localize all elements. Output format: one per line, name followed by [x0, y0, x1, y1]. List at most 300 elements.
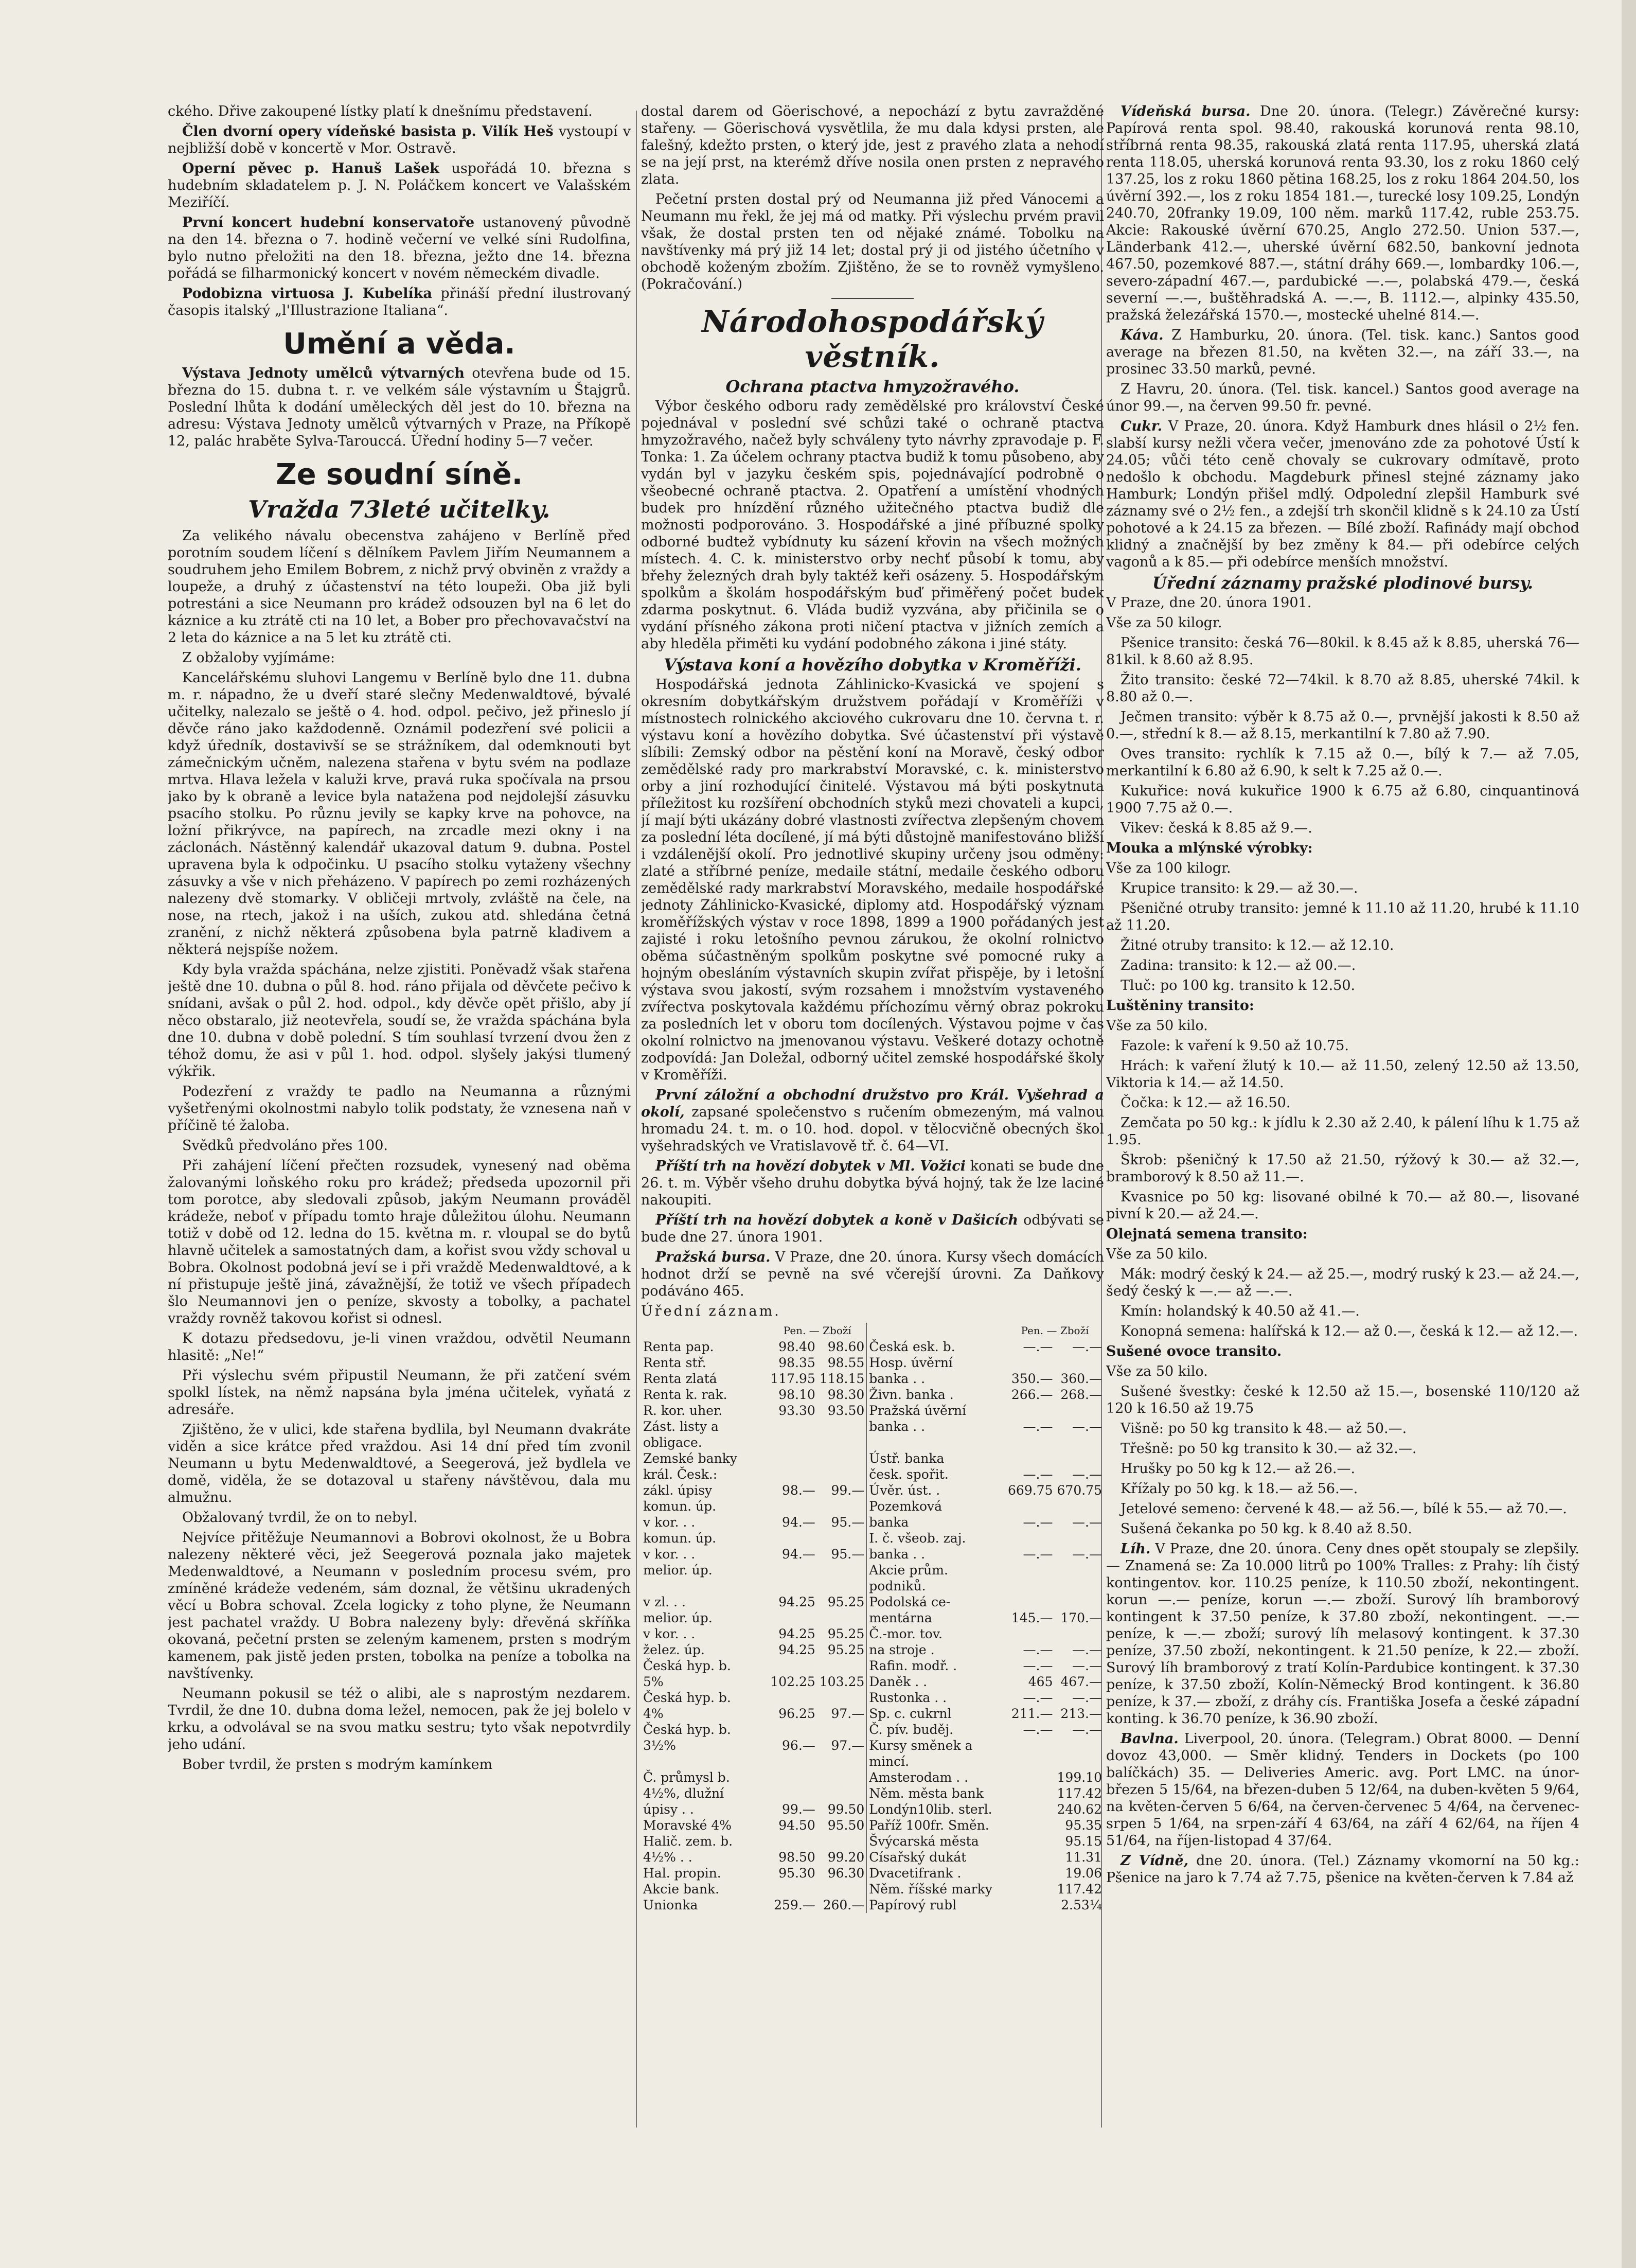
cell-ask: —.— — [1072, 1419, 1102, 1434]
paragraph: Zjištěno, že v ulici, kde stařena bydlila, byl Neumann dvakráte viděn a sice krátce před vraždou. Asi 14 dní před tím zvonil Neumann u bytu Medenwaldtové, a Seegerová, jež bydlela ve domě, viděla, že se dotazoval u stařeny návštěvou, dala mu almužnu. — [168, 1422, 631, 1505]
paragraph: Zadina: transito: k 12.— až 00.—. — [1121, 958, 1356, 973]
cell-name: Rafin. modř. . — [869, 1658, 957, 1673]
item-lead: Příští trh na hovězí dobytek a koně v Dašicích — [655, 1212, 1019, 1228]
paragraph: Jetelové semeno: červené k 48.— až 56.—, bílé k 55.— až 70.—. — [1121, 1501, 1567, 1517]
cell-bid: 117.95 — [770, 1371, 815, 1386]
paragraph: Bober tvrdil, že prsten s modrým kamínkem — [182, 1757, 493, 1773]
cell-name: Zemské banky — [643, 1451, 737, 1466]
cell-bid — [1006, 1849, 1055, 1865]
cell-name: Akcie bank. — [643, 1882, 720, 1897]
table-row — [641, 1722, 1104, 1738]
cell-bid: 94.— — [782, 1515, 815, 1530]
cell-bid — [768, 1450, 817, 1466]
cell-ask: —.— — [1072, 1547, 1102, 1562]
table-row — [641, 1674, 1104, 1690]
paragraph — [1106, 418, 1579, 571]
cell-name: banka — [869, 1515, 909, 1530]
cell-name: Rustonka . . — [869, 1690, 947, 1705]
cell-name: Unionka — [643, 1898, 698, 1912]
cell-bid: 96.— — [782, 1738, 815, 1753]
paragraph: Krupice transito: k 29.— až 30.—. — [1121, 880, 1358, 896]
item-lead: Výstava Jednoty umělců výtvarných — [182, 365, 465, 381]
cell-bid — [1006, 1881, 1055, 1897]
item-lead: První koncert hudební konservatoře — [182, 215, 475, 231]
paragraph — [641, 1087, 1104, 1155]
item-text: konati se bude dne 26. t. m. Výběr všeho druhu dobytka bývá hojný, tak že lze laciné nakoupiti. — [641, 1158, 1104, 1208]
paragraph: Kancelářskému sluhovi Langemu v Berlíně bylo dne 11. dubna m. r. nápadno, že u dveří staré slečny Medenwaldtové, bývalé učitelky, nalezalo se ještě o 4. hod. odpol. pečivo, jež přineslo jí děvče ráno jako každodenně. Oznámil podezření své policii a když úředník, dostavivší se se strážníkem, dal odemknouti byt zámečnickým učněm, nalezena stařena v bytu svém na podlaze mrtva. Hlava ležela v kaluži krve, pravá ruka spočívala na prsou jako by k obraně a levice byla natažena pod nejdolejší zásuvku psacího stolku. Po různu jevily se kapky krve na pohovce, na ložní přikrývce, na papírech, na zrcadle mezi okny i na záclonách. Nástěnný kalendář ukazoval datum 9. dubna. Postel upravena byla k odpočinku. U psacího stolku vytaženy všechny zásuvky a vše v nich přeházeno. V papírech po zemi rozházených nalezeny dvě stomarky. V obličeji mrtvoly, zvláště na čele, na nose, na rtech, jakož i na uších, zukou atd. shledána četná zranění, z nichž některá způsobena byla patrně kladivem a některá nejspíše nožem. — [168, 670, 631, 958]
paragraph — [641, 1212, 1104, 1246]
item-text: V Praze, dne 20. února. Kursy všech domácích hodnot drží se pevně na své včerejší úrovni. Za Daňkovy podáváno 465. — [641, 1249, 1104, 1299]
column-rule — [636, 111, 637, 2128]
cell-bid: 93.30 — [778, 1403, 815, 1418]
cell-bid — [1006, 1594, 1055, 1610]
table-row — [641, 1881, 1104, 1897]
table-row — [641, 1769, 1104, 1785]
paragraph: Žitné otruby transito: k 12.— až 12.10. — [1121, 937, 1394, 953]
paragraph: Mák: modrý český k 24.— až 25.—, modrý ruský k 23.— až 24.—, šedý český k —.— až —.—. — [1106, 1266, 1579, 1299]
item-lead: Pražská bursa. — [655, 1249, 771, 1265]
paragraph: Škrob: pšeničný k 17.50 až 21.50, rýžový k 30.— až 32.—, bramborový k 8.50 až 11.—. — [1106, 1152, 1579, 1185]
paragraph — [641, 1158, 1104, 1209]
cell-ask: 118.15 — [817, 1371, 867, 1387]
paragraph: Hospodářská jednota Záhlinicko-Kvasická ve spojení s okresním dobytkářským družstvem pořádají v Kroměříži v místnostech rolnického akciového cukrovaru dne 10. června t. r. výstavu koní a hovězího dobytka. Své účastenství při výstavě slíbili: Zemský odbor na pěstění koní na Moravě, český odbor zemědělské rady pro markrabství Moravské, c. k. ministerstvo orby a jiní rozhodující činitelé. Výstavou má býti poskytnuta příležitost ku rozšíření obchodních styků mezi chovateli a kupci, jí mají býti ukázány dobré vlastnosti zvířectva zlepšeným chovem za poslední léta docílené, jí má býti důstojně manifestováno bližší i vzdálenější okolí. Pro jednotlivé skupiny určeny jsou odměny: zlaté a stříbrné peníze, medaile státní, medaile českého odboru zemědělské rady markrabství Moravského, medaile hospodářské jednoty Záhlinicko-Kvasické, diplomy atd. Hospodářský význam kroměřížských výstav v roce 1898, 1899 a 1900 pořádaných jest zajisté i roku letošního pevnou zárukou, že okolní rolnictvo oběma súčastněným spolkům poskytne své pomocné ruky a hojným obesláním výstavních skupin zvířat přispěje, by i letošní výstava svou jakostí, svým rozsahem i množstvím vystaveného zvířectva poskytovala každému příchozímu věrný obraz pokroku za posledních let v oboru tom docílených. Výstavou pojme v čas okolní rolnictvo na jmenovanou výstavu. Veškeré dotazy ochotně zodpovídá: Jan Doležal, odborný učitel zemské hospodářské školy v Kroměříži. — [641, 677, 1104, 1083]
cell-bid: 669.75 — [1008, 1483, 1053, 1498]
cell-ask — [817, 1785, 867, 1801]
cell-ask: 95.15 — [1065, 1834, 1102, 1849]
table-row — [641, 1482, 1104, 1498]
item-text: Dne 20. února. (Telegr.) Závěrečné kursy: Papírová renta spol. 98.40, rakouská korunová renta 98.10, stříbrná renta 98.35, rakouská zlatá renta 117.95, uherská zlatá renta 118.05, uherská korunová renta 93.30, los z roku 1860 celý 137.25, los z roku 1860 pětina 168.25, los z roku 1864 204.50, los úvěrní 392.—, los z roku 1854 181.—, turecké losy 109.25, Londýn 240.70, 20franky 19.09, 100 něm. marků 117.42, ruble 253.75. Akcie: Rakouské úvěrní 670.25, Anglo 272.50. Union 537.—, Länderbank 412.—, uherské úvěrní 682.50, bankovní jednota 467.50, pozemkové 887.—, státní dráhy 669.—, lombardky 106.—, severo-západní 467.—, pardubické —.—, polabská 479.—, česká severní —.—, buštěhradská A. —.—, B. 1112.—, alpinky 435.50, pražská železářská 1570.—, mostecké uhelné 814.—. — [1106, 103, 1579, 323]
cell-name: Ústř. banka — [869, 1451, 945, 1466]
paragraph: Vše za 50 kilogr. — [1106, 615, 1222, 631]
cell-name: na stroje . — [869, 1642, 935, 1657]
cell-ask — [817, 1498, 867, 1514]
paragraph — [1106, 103, 1579, 324]
section-heading-economy: Národohospodářský věstník. — [701, 304, 1044, 374]
cell-name: Česká esk. b. — [869, 1339, 955, 1354]
cell-bid — [1006, 1450, 1055, 1466]
cell-name: 4% — [643, 1706, 664, 1721]
cell-name: Úvěr. úst. . — [869, 1483, 940, 1498]
table-header-row — [641, 1323, 1104, 1339]
cell-ask: 199.10 — [1057, 1770, 1102, 1785]
paragraph — [641, 1249, 1104, 1300]
cell-bid — [1006, 1355, 1055, 1371]
paragraph — [1106, 1730, 1579, 1849]
cell-bid: 94.25 — [778, 1626, 815, 1641]
cell-ask: 95.25 — [817, 1626, 867, 1642]
cell-name: Č. průmysl b. — [643, 1770, 730, 1785]
cell-bid — [1006, 1833, 1055, 1849]
cell-ask: 95.25 — [817, 1594, 867, 1610]
item-text: uspořádá 10. března s hudebním skladatelem p. J. N. Poláčkem koncert ve Valašském Meziříčí. — [168, 161, 631, 210]
cell-name: Akcie prům. podniků. — [869, 1563, 948, 1593]
cell-bid: 95.30 — [778, 1866, 815, 1881]
paragraph: Nejvíce přitěžuje Neumannovi a Bobrovi okolnost, že u Bobra nalezeny některé věci, jež Seegerová poznala jako majetek Medenwaldtové, a Neumann v posledním procesu svém, pro zmíněné krádeže vedeném, sám doznal, že většinu ukradených věcí u Bobra schoval. Zcela logicky z toho plyne, že Neumann jest pachatel vraždy. U Bobra nalezeny byly: dřevěná skříňka okovaná, pečetní prsten se zeleným kamenem, prsten s modrým kamenem, pak jistě jeden prsten, tobolka na peníze a tobolka na navštívenky. — [168, 1530, 631, 1681]
cell-name: Pražská úvěrní — [869, 1403, 967, 1418]
section-heading-arts: Umění a věda. — [283, 327, 515, 361]
cell-name: v zl. . . — [643, 1594, 686, 1609]
cell-name: Renta stř. — [643, 1355, 706, 1370]
paragraph: ckého. Dřive zakoupené lístky platí k dnešnímu představení. — [168, 103, 593, 119]
paragraph — [1106, 1852, 1579, 1886]
paragraph: Zemčata po 50 kg.: k jídlu k 2.30 až 2.40, k pálení líhu k 1.75 až 1.95. — [1106, 1115, 1579, 1148]
cell-ask: 93.50 — [817, 1403, 867, 1419]
paragraph: Olejnatá semena transito: — [1106, 1226, 1308, 1242]
paragraph: Vše za 50 kilo. — [1106, 1018, 1208, 1034]
paragraph: Sušené švestky: české k 12.50 až 15.—, bosenské 110/120 až 120 k 16.50 až 19.75 — [1106, 1384, 1579, 1416]
cell-name: Dvacetifrank . — [869, 1866, 962, 1881]
cell-name: komun. úp. — [643, 1531, 717, 1546]
cell-name: želez. úp. — [643, 1642, 705, 1657]
cell-bid: 211.— — [1011, 1706, 1053, 1721]
cell-ask — [817, 1610, 867, 1626]
paragraph: Z Havru, 20. února. (Tel. tisk. kancel.) Santos good average na únor 99.—, na červen 99.50 fr. pevné. — [1106, 381, 1579, 414]
paragraph: Mouka a mlýnské výrobky: — [1106, 840, 1313, 856]
cell-ask: 99.20 — [817, 1849, 867, 1865]
table-row — [641, 1610, 1104, 1626]
cell-bid: 94.50 — [778, 1818, 815, 1833]
cell-ask: 213.— — [1060, 1706, 1102, 1721]
cell-bid — [1006, 1562, 1055, 1594]
paragraph: Ječmen transito: výběr k 8.75 až 0.—, prvnější jakosti k 8.50 až 0.—, střední k 8.— až 8.15, merkantilní k 7.80 až 7.90. — [1106, 709, 1579, 742]
item-lead: Vídeňská bursa. — [1121, 103, 1251, 119]
cell-bid: —.— — [1023, 1642, 1053, 1657]
item-lead: Podobizna virtuosa J. Kubelíka — [182, 286, 433, 302]
table-row — [641, 1403, 1104, 1419]
table-row — [641, 1833, 1104, 1849]
cell-name: komun. úp. — [643, 1499, 717, 1514]
paragraph: Pečetní prsten dostal prý od Neumanna již před Vánocemi a Neumann mu řekl, že jej má od matky. Při výslechu prvém pravil však, že dostal prsten ten od nějaké známé. Tobolku na navštívenky má prý již 14 let; dostal prý ji od jistého účetního v obchodě koženým zbožím. Zjištěno, že se to rovněž vymyšleno. (Pokračování.) — [641, 191, 1104, 292]
cell-name: Moravské 4% — [643, 1818, 732, 1833]
paragraph: Při zahájení líčení přečten rozsudek, vynesený nad oběma žalovanými loňského roku pro krádež; předseda upozornil při tom porotce, aby sledovali způsob, jakým Neumann prováděl krádeže, neboť v případu tomto hraje důležitou úlohu. Neumann totiž v době od 12. ledna do 15. května m. r. vloupal se do bytů hlavně učitelek a samostatných dam, a kořist svou vždy schoval u Bobra. Okolnost podobná jeví se i při vraždě Medenwaldtové, a k ní přistupuje ještě jiná, závažnější, že totiž ve všech případech šlo Neumannovi jen o peníze, skvosty a tobolky, a pachatel vraždy rovněž takovou kořist si odnesl. — [168, 1158, 631, 1326]
table-row — [641, 1690, 1104, 1706]
item-lead: První záložní a obchodní družstvo pro Král. Vyšehrad a okolí, — [641, 1087, 1104, 1120]
item-lead: Z Vídně, — [1121, 1853, 1188, 1869]
paragraph — [168, 214, 631, 282]
paragraph: Pšeničné otruby transito: jemné k 11.10 až 11.20, hrubé k 11.10 až 11.20. — [1106, 900, 1579, 933]
paragraph: Čočka: k 12.— až 16.50. — [1121, 1095, 1291, 1111]
paragraph: Obžalovaný tvrdil, že on to nebyl. — [182, 1510, 418, 1526]
cell-bid: 98.50 — [778, 1850, 815, 1865]
item-lead: Bavlna. — [1121, 1731, 1179, 1747]
cell-bid — [768, 1690, 817, 1706]
item-text: přináší přední ilustrovaný časopis italský „l'Illustrazione Italiana“. — [168, 286, 631, 318]
cell-ask: 95.50 — [817, 1817, 867, 1833]
cell-name: Londýn10lib. sterl. — [869, 1802, 992, 1817]
cell-ask: 97.— — [817, 1738, 867, 1769]
cell-bid — [1006, 1530, 1055, 1546]
table-row — [641, 1738, 1104, 1769]
paragraph: Kmín: holandský k 40.50 až 41.—. — [1121, 1303, 1360, 1319]
cell-ask: 97.— — [817, 1706, 867, 1722]
table-row — [641, 1498, 1104, 1514]
cell-bid: 102.25 — [770, 1674, 815, 1689]
cell-name: Živn. banka . — [869, 1387, 954, 1402]
article-headline: Výstava koní a hovězího dobytka v Kroměříži. — [664, 655, 1081, 675]
item-text: vystoupí v nejbližší době v koncertě v Mor. Ostravě. — [168, 123, 631, 156]
cell-bid — [1006, 1769, 1055, 1785]
cell-bid: 98.40 — [778, 1339, 815, 1354]
cell-bid — [768, 1498, 817, 1514]
scan-edge — [1622, 0, 1636, 2268]
table-row — [641, 1562, 1104, 1594]
cell-ask: —.— — [1072, 1722, 1102, 1737]
cell-bid — [768, 1530, 817, 1546]
cell-name: mentárna — [869, 1610, 932, 1625]
cell-bid — [1006, 1738, 1055, 1769]
paragraph: Svědků předvoláno přes 100. — [182, 1138, 388, 1154]
cell-name: Císařský dukát — [869, 1850, 967, 1865]
paragraph: Za velikého návalu obecenstva zahájeno v Berlíně před porotním soudem líčení s dělníkem Pavlem Jiřím Neumannem a soudruhem jeho Emilem Bobrem, z nichž prvý obviněn z vraždy a loupeže, a druhý z účastenství na této loupeži. Oba již byli potrestáni a sice Neumann pro krádež odsouzen byl na 6 let do káznice a ku ztrátě cti na 10 let, a Bober pro přechovavačství na 2 leta do káznice a na 5 let ku ztrátě cti. — [168, 528, 631, 646]
paragraph: Hrušky po 50 kg k 12.— až 26.—. — [1121, 1461, 1356, 1477]
cell-name: Č.-mor. tov. — [869, 1626, 943, 1641]
cell-ask: —.— — [1072, 1339, 1102, 1354]
cell-ask — [817, 1769, 867, 1785]
cell-ask: —.— — [1072, 1515, 1102, 1530]
table-title: Úřední záznam. — [641, 1303, 781, 1319]
cell-ask: 467.— — [1060, 1674, 1102, 1689]
item-lead: Příští trh na hovězí dobytek v Ml. Vožici — [655, 1158, 966, 1174]
cell-ask: 260.— — [817, 1897, 867, 1913]
cell-name: Česká hyp. b. — [643, 1658, 731, 1673]
cell-name: Hal. propin. — [643, 1866, 721, 1881]
cell-ask: 99.50 — [817, 1801, 867, 1817]
paragraph: Vikev: česká k 8.85 až 9.—. — [1121, 820, 1312, 836]
paragraph: Oves transito: rychlík k 7.15 až 0.—, bílý k 7.— až 7.05, merkantilní k 6.80 až 6.90, k selt k 7.25 až 0.—. — [1106, 746, 1579, 779]
cell-bid: 98.— — [782, 1483, 815, 1498]
table-row — [641, 1514, 1104, 1530]
cell-bid — [768, 1769, 817, 1785]
cell-bid: —.— — [1023, 1658, 1053, 1673]
cell-ask — [1055, 1530, 1105, 1546]
cell-ask — [817, 1658, 867, 1674]
cell-name: v kor. . . — [643, 1626, 696, 1641]
paragraph: Výbor českého odboru rady zemědělské pro království České pojednával v poslední své schůzi také o ochraně ptactva hmyzožravého, načež byly schváleny tyto návrhy zpravodaje p. F. Tonka: 1. Za účelem ochrany ptactva budiž k tomu působeno, aby vydán byl v jazyku českém spis, pojednávající podrobně o všeobecné ochraně ptactva. 2. Opatření a umístění vhodných budek pro hnízdění různého užitečného ptactva budiž dle možnosti podporováno. 3. Hospodářské a jiné příbuzné spolky odborné budtež vybídnuty ku sázení křovin na všech možných místech. 4. C. k. ministerstvo orby nechť působí k tomu, aby břehy železných drah byly taktéž keři osázeny. 5. Hospodářským spolkům a školám hospodářským buď přiměřený počet budek zdarma poskytnut. 6. Vláda budiž vyzvána, aby přičinila se o vydání přísného zákona proti ničení ptactva v jižních zemích a aby hleděla přiměti ku vydání podobného zákona i jiné státy. — [641, 398, 1104, 652]
cell-ask: 98.30 — [817, 1387, 867, 1403]
cell-name: Něm. říšské marky — [869, 1882, 992, 1897]
cell-ask: 670.75 — [1057, 1483, 1102, 1498]
cell-ask — [1055, 1626, 1105, 1642]
cell-name: banka . . — [869, 1419, 926, 1434]
cell-ask: 360.— — [1060, 1371, 1102, 1386]
table-row — [641, 1546, 1104, 1562]
cell-ask — [817, 1722, 867, 1738]
stock-table-body — [641, 1323, 1104, 1913]
cell-name: Halič. zem. b. — [643, 1834, 733, 1849]
cell-bid — [1006, 1403, 1055, 1419]
cell-bid — [1006, 1801, 1055, 1817]
cell-ask: —.— — [1072, 1467, 1102, 1482]
item-text: zapsané společenstvo s ručením obmezeným, má valnou hromadu 24. t. m. o 10. hod. dopol. v tělocvičně obecných škol vyšehradských ve Vratislavově tř. č. 64—VI. — [641, 1104, 1104, 1154]
cell-ask: —.— — [1072, 1658, 1102, 1673]
cell-bid — [768, 1658, 817, 1674]
cell-bid: 465 — [1028, 1674, 1053, 1689]
item-text: V Praze, 20. února. Když Hamburk dnes hlásil o 2½ fen. slabší kursy nežli včera večer, jmenováno zde za pohotové Ústí k 24.05; vůči této ceně chovaly se cukrovary odmítavě, proto nedošlo k obchodu. Magdeburk přinesl stejné záznamy jako Hamburk; Londýn přišel mdlý. Odpolední zlepšil Hamburk své záznamy své o 2½ fen., a zdejší trh skončil klidně s k 24.10 za Ústí pohotové a k 24.15 za březen. — Bílé zboží. Rafinády mají obchod klidný a značnější by bez změny k 84.— při odebírce celých vagonů a k 85.— při odebírce menších množství. — [1106, 418, 1579, 570]
cell-name: v kor. . . — [643, 1547, 696, 1562]
cell-name: I. č. všeob. zaj. — [869, 1531, 966, 1546]
cell-ask: 11.31 — [1065, 1850, 1102, 1865]
item-text: ustanovený původně na den 14. března o 7. hodině večerní ve velké síni Rudolfina, bylo nutno přeložiti na den 18. března, ježto dne 14. března pořádá se filharmonický koncert v novém německém divadle. — [168, 215, 631, 281]
column-middle — [641, 103, 1104, 2151]
cell-name: banka . . — [869, 1547, 926, 1562]
cell-bid — [1006, 1897, 1055, 1913]
cell-ask — [817, 1466, 867, 1482]
cell-ask — [817, 1419, 867, 1450]
cell-name: R. kor. uher. — [643, 1403, 723, 1418]
cell-bid — [1006, 1865, 1055, 1881]
cell-bid: 98.10 — [778, 1387, 815, 1402]
cell-ask: —.— — [1072, 1690, 1102, 1705]
cell-name: Amsterodam . . — [869, 1770, 969, 1785]
cell-bid — [1006, 1785, 1055, 1801]
table-row — [641, 1355, 1104, 1371]
paragraph: Křížaly po 50 kg. k 18.— až 56.—. — [1121, 1481, 1358, 1497]
item-lead: Káva. — [1121, 327, 1164, 343]
table-row — [641, 1387, 1104, 1403]
paragraph — [168, 285, 631, 319]
cell-ask — [1055, 1355, 1105, 1371]
cell-name: v kor. . . — [643, 1515, 696, 1530]
separator — [831, 298, 914, 299]
cell-ask: 103.25 — [817, 1674, 867, 1690]
cell-bid: 94.— — [782, 1547, 815, 1562]
cell-bid: 98.35 — [778, 1355, 815, 1370]
paragraph: Kvasnice po 50 kg: lisované obilné k 70.— až 80.—, lisované pivní k 20.— až 24.—. — [1106, 1189, 1579, 1222]
paragraph — [1106, 327, 1579, 378]
cell-name: Zást. listy a obligace. — [643, 1419, 719, 1450]
item-text: Liverpool, 20. února. (Telegram.) Obrat 8000. — Denní dovoz 43,000. — Směr klidný. Tenders in Dockets (po 100 balíčkách) 35. — Deliveries Americ. avg. Port LMC. na únor-březen 5 15/64, na březen-duben 5 12/64, na duben-květen 5 9/64, na květen-červen 5 6/64, na červen-červenec 5 4/64, na červenec-srpen 5 1/64, na srpen-září 4 63/64, na září 4 62/64, na říjen 4 51/64, na říjen-listopad 4 37/64. — [1106, 1731, 1579, 1849]
cell-name: Renta pap. — [643, 1339, 714, 1354]
cell-name: 4½% . . — [643, 1850, 692, 1865]
cell-bid: 99.— — [782, 1802, 815, 1817]
cell-bid — [768, 1722, 817, 1738]
paragraph: Třešně: po 50 kg transito k 30.— až 32.—. — [1121, 1441, 1417, 1457]
cell-ask: 95.— — [817, 1514, 867, 1530]
cell-name: melior. úp. — [643, 1610, 713, 1625]
cell-bid — [768, 1562, 817, 1594]
cell-bid: 145.— — [1011, 1610, 1053, 1625]
table-row — [641, 1785, 1104, 1801]
article-headline: Ochrana ptactva hmyzožravého. — [725, 377, 1020, 396]
cell-name: Paříž 100fr. Směn. — [869, 1818, 989, 1833]
cell-ask: 96.30 — [817, 1865, 867, 1881]
article-headline: Vražda 73leté učitelky. — [248, 495, 550, 523]
cell-ask: 170.— — [1060, 1610, 1102, 1625]
cell-ask — [1055, 1738, 1105, 1769]
paragraph: V Praze, dne 20. února 1901. — [1106, 595, 1312, 611]
cell-ask — [817, 1450, 867, 1466]
paragraph — [168, 365, 631, 450]
cell-bid: —.— — [1023, 1547, 1053, 1562]
cell-bid: —.— — [1023, 1515, 1053, 1530]
table-row — [641, 1897, 1104, 1913]
table-row — [641, 1594, 1104, 1610]
cell-ask: 19.06 — [1065, 1866, 1102, 1881]
paragraph: K dotazu předsedovu, je-li vinen vraždou, odvětil Neumann hlasitě: „Ne!“ — [168, 1331, 631, 1363]
cell-ask: 98.55 — [817, 1355, 867, 1371]
paragraph: Pšenice transito: česká 76—80kil. k 8.45 až k 8.85, uherská 76—81kil. k 8.60 až 8.95. — [1106, 635, 1579, 668]
paragraph: Tluč: po 100 kg. transito k 12.50. — [1121, 978, 1356, 994]
item-text: dne 20. února. (Tel.) Záznamy vkomorní na 50 kg.: Pšenice na jaro k 7.74 až 7.75, pšenice na květen-červen k 7.84 až — [1106, 1853, 1579, 1886]
paragraph: Kukuřice: nová kukuřice 1900 k 6.75 až 6.80, cinquantinová 1900 7.75 až 0.—. — [1106, 783, 1579, 816]
cell-bid: —.— — [1023, 1419, 1053, 1434]
cell-ask: 117.42 — [1057, 1786, 1102, 1801]
cell-name: Pozemková — [869, 1499, 943, 1514]
cell-ask — [1055, 1562, 1105, 1594]
cell-name: Kursy směnek a mincí. — [869, 1738, 973, 1769]
paragraph — [168, 123, 631, 157]
cell-bid: —.— — [1023, 1467, 1053, 1482]
paragraph: Sušená čekanka po 50 kg. k 8.40 až 8.50. — [1121, 1521, 1412, 1537]
table-row — [641, 1450, 1104, 1466]
cell-name: česk. spořit. — [869, 1467, 949, 1482]
cell-name: Hosp. úvěrní — [869, 1355, 953, 1370]
paragraph: Hrách: k vaření žlutý k 10.— až 11.50, zelený 12.50 až 13.50, Viktoria k 14.— až 14.50. — [1106, 1058, 1579, 1091]
cell-ask — [1055, 1498, 1105, 1514]
table-row — [641, 1658, 1104, 1674]
cell-bid: 94.25 — [778, 1594, 815, 1609]
cell-bid: —.— — [1023, 1690, 1053, 1705]
table-row — [641, 1530, 1104, 1546]
table-row — [641, 1419, 1104, 1450]
cell-ask — [817, 1881, 867, 1897]
cell-bid — [1006, 1626, 1055, 1642]
cell-ask: 95.35 — [1065, 1818, 1102, 1833]
paragraph — [168, 160, 631, 211]
paragraph: dostal darem od Göerischové, a nepochází z bytu zavražděné stařeny. — Göerischová vysvětlila, že mu dala kdysi prsten, ale falešný, kdežto prsten, o který jde, jest z pravého zlata a nehodí se na její prst, na kterémž dříve nosila onen prsten z nepravého zlata. — [641, 103, 1104, 187]
item-lead: Operní pěvec p. Hanuš Lašek — [182, 161, 439, 176]
cell-bid: 350.— — [1011, 1371, 1053, 1386]
cell-name: Č. pív. buděj. — [869, 1722, 954, 1737]
cell-name: melior. úp. — [643, 1563, 713, 1578]
paragraph: Fazole: k vaření k 9.50 až 10.75. — [1121, 1038, 1349, 1054]
cell-bid — [1006, 1498, 1055, 1514]
table-row — [641, 1801, 1104, 1817]
cell-name: Podolská ce- — [869, 1594, 951, 1609]
cell-bid: 94.25 — [778, 1642, 815, 1657]
item-text: odbývati se bude dne 27. února 1901. — [641, 1212, 1104, 1245]
cell-bid: 96.25 — [778, 1706, 815, 1721]
cell-ask — [1055, 1450, 1105, 1466]
table-row — [641, 1371, 1104, 1387]
cell-bid: 259.— — [774, 1898, 815, 1912]
cell-ask: 98.60 — [817, 1339, 867, 1355]
table-row — [641, 1466, 1104, 1482]
paragraph: Vše za 50 kilo. — [1106, 1363, 1208, 1379]
cell-bid — [768, 1466, 817, 1482]
stock-table — [641, 1323, 1104, 1913]
paragraph: Kdy byla vražda spáchána, nelze zjistiti. Poněvadž však stařena ještě dne 10. dubna o půl 8. hod. ráno přijala od děvčete pečivo k snídani, avšak o půl 2. hod. odpol., kdy děvče opět přišlo, aby jí něco obstaralo, již neotevřela, soudí se, že vražda spáchána byla dne 10. dubna v době polední. S tím souhlasí tvrzení dvou žen z téhož domu, že asi v půl 1. hod. odpol. slyšely jakýsi tlumený výkřik. — [168, 962, 631, 1079]
paragraph — [1106, 1540, 1579, 1727]
section-heading-court: Ze soudní síně. — [275, 458, 523, 491]
paragraph: Žito transito: české 72—74kil. k 8.70 až 8.85, uherské 74kil. k 8.80 až 0.—. — [1106, 672, 1579, 705]
cell-name: 3½% — [643, 1738, 676, 1753]
paragraph: Višně: po 50 kg transito k 48.— až 50.—. — [1121, 1421, 1407, 1437]
cell-bid — [768, 1419, 817, 1450]
cell-ask — [1055, 1594, 1105, 1610]
column-right — [1106, 103, 1579, 2151]
cell-bid — [768, 1785, 817, 1801]
table-row — [641, 1817, 1104, 1833]
cell-name: Papírový rubl — [869, 1898, 957, 1912]
item-lead: Člen dvorní opery vídeňské basista p. Vilík Heš — [182, 123, 554, 139]
cell-name: Renta zlatá — [643, 1371, 717, 1386]
cell-name: Česká hyp. b. — [643, 1690, 731, 1705]
cell-name: Sp. c. cukrnl — [869, 1706, 952, 1721]
cell-ask — [817, 1530, 867, 1546]
cell-ask: 268.— — [1060, 1387, 1102, 1402]
paragraph: Konopná semena: halířská k 12.— až 0.—, česká k 12.— až 12.—. — [1121, 1323, 1578, 1339]
